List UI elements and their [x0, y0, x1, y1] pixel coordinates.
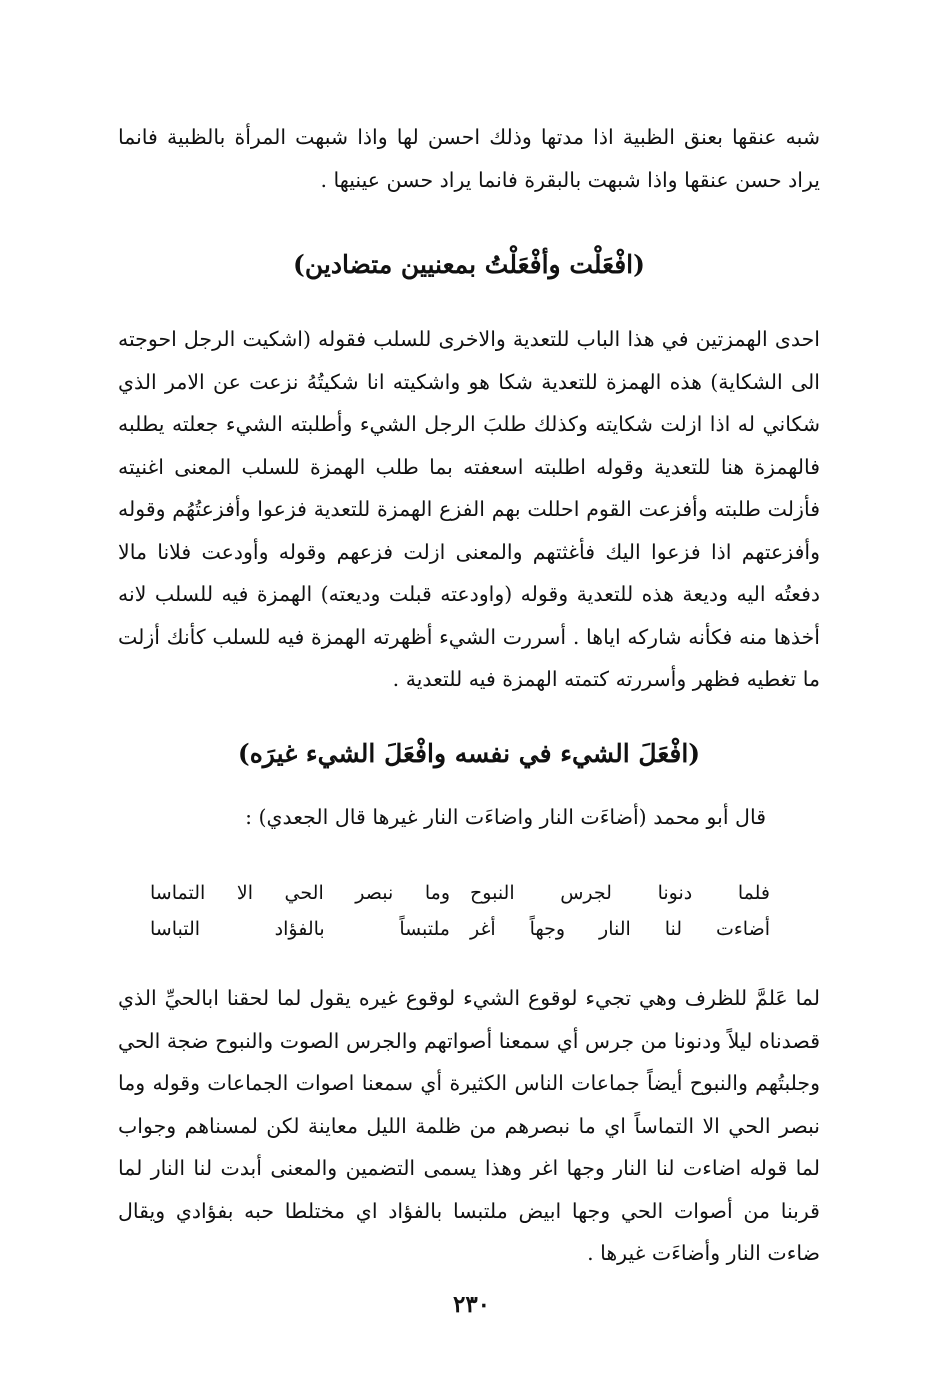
verse-second-hemistich: ملتبساً بالفؤاد التباسا — [150, 918, 450, 940]
paragraph-gazelle-neck: شبه عنقها بعنق الظبية اذا مدتها وذلك احسن لها واذا شبهت المرأة بالظبية فانما يراد حسن عنقها واذا شبهت بالبقرة فانما يراد حسن عينيها . — [118, 125, 820, 192]
verse-second-hemistich: وما نبصر الحي الا التماسا — [150, 882, 450, 904]
section-heading-opposite-meanings: (افْعَلْت وأفْعَلْتُ بمعنيين متضادين) — [293, 250, 645, 279]
poem-verse — [150, 875, 770, 911]
paragraph-poem-commentary: لما عَلمَّ للظرف وهي تجيء لوقوع الشيء لوقوع غيره يقول لما لحقنا ابالحيِّ الذي قصدناه ليلاً ودنونا من جرس أي سمعنا أصواتهم والجرس الصوت والنبوح ضجة الحي وجلبتُهم والنبوح أيضاً جماعات الناس الكثيرة أي سمعنا اصوات الجماعات وقوله وما نبصر الحي الا التماساً اي ما نبصرهم من ظلمة الليل معاينة لكن لمسناهم وجواب لما قوله اضاءت لنا النار وجها اغر وهذا يسمى التضمين والمعنى أبدت لنا النار لما قربنا من أصوات الحي وجها ابيض ملتبسا بالفؤاد اي مختلطا حبه بفؤادي ويقال ضاءت النار وأضاءَت غيرها . — [118, 986, 820, 1265]
verse-first-hemistich: فلما دنونا لجرس النبوح — [470, 882, 770, 904]
section-heading-intransitive-transitive: (افْعَلَ الشيء في نفسه وافْعَلَ الشيء غيرَه) — [237, 739, 701, 768]
page-number: ٢٣٠ — [452, 1291, 491, 1318]
verse-first-hemistich: أضاءت لنا النار وجهاً أغر — [470, 918, 770, 940]
poem-verse — [150, 911, 770, 947]
poem-introduction: قال أبو محمد (أضاءَت النار واضاءَت النار غيرها قال الجعدي) : — [245, 805, 766, 829]
paragraph-hamza-transitivity: احدى الهمزتين في هذا الباب للتعدية والاخرى للسلب فقوله (اشكيت الرجل احوجته الى الشكاية) هذه الهمزة للتعدية شكا هو واشكيته انا شكيتُهُ نزعت عن الامر الذي شكاني له اذا ازلت شكايته وكذلك طلبَ الرجل الشيء وأطلبته الشيء جعلته يطلبه فالهمزة هنا للتعدية وقوله اطلبته اسعفته بما طلب الهمزة للسلب المعنى اغنيته فأزلت طلبته وأفزعت القوم احللت بهم الفزع الهمزة للتعدية فزعوا وأفزعتُهُم وقوله وأفزعتهم اذا فزعوا اليك فأغثتهم والمعنى ازلت فزعهم وقوله وأودعت فلانا مالا دفعتُه اليه وديعة هذه للتعدية وقوله (واودعته قبلت وديعته) الهمزة فيه للسلب لانه أخذها منه فكأنه شاركه اياها . أسررت الشيء أظهرته الهمزة فيه للسلب كأنك أزلت ما تغطيه فظهر وأسررته كتمته الهمزة فيه للتعدية . — [118, 327, 820, 691]
